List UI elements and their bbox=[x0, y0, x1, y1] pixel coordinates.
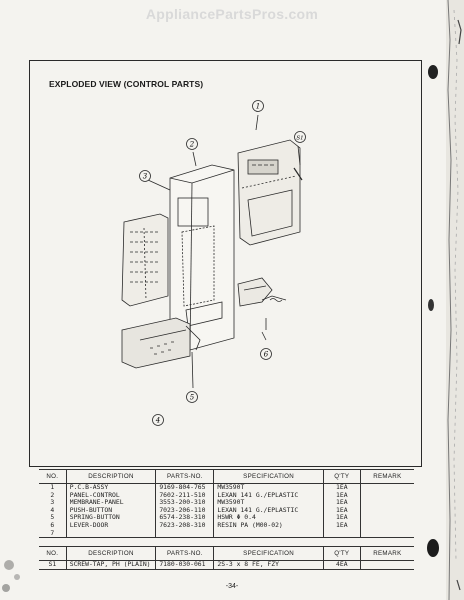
exploded-view-diagram bbox=[29, 60, 420, 465]
callout-3-label: 3 bbox=[142, 172, 148, 181]
cell-specification: LEXAN 141 G./EPLASTIC bbox=[214, 507, 324, 515]
cell-qty bbox=[323, 530, 360, 538]
cell-specification: HSWR Φ 0.4 bbox=[214, 514, 324, 522]
table-header-row bbox=[39, 470, 414, 484]
header-description: DESCRIPTION bbox=[66, 470, 156, 484]
screw-parts-table bbox=[39, 546, 414, 570]
cell-no: 5 bbox=[50, 513, 55, 522]
callout-1-label: 1 bbox=[255, 102, 261, 111]
cell-specification bbox=[214, 530, 324, 538]
section-title: EXPLODED VIEW (CONTROL PARTS) bbox=[49, 79, 204, 89]
push-button-part bbox=[122, 318, 200, 368]
cell-parts-no: 3553-200-310 bbox=[156, 499, 214, 507]
cell-remark bbox=[360, 530, 414, 538]
callout-4-label: 4 bbox=[155, 416, 161, 425]
cell-qty: 1EA bbox=[323, 522, 360, 530]
cell-description: MEMBRANE-PANEL bbox=[66, 499, 156, 507]
table-row bbox=[39, 561, 414, 570]
cell-no: 3 bbox=[50, 498, 55, 507]
cell-description: SCREW-TAP, PH (PLAIN) bbox=[66, 561, 156, 570]
pcb-assembly-part bbox=[238, 115, 300, 245]
cell-specification: MW3590T bbox=[214, 484, 324, 492]
header-qty: Q'TY bbox=[323, 470, 360, 484]
cell-description: PANEL-CONTROL bbox=[66, 492, 156, 500]
lever-door-part bbox=[238, 278, 272, 330]
cell-qty: 1EA bbox=[323, 499, 360, 507]
cell-qty: 1EA bbox=[323, 492, 360, 500]
table-row bbox=[39, 530, 414, 538]
cell-specification: LEXAN 141 G./EPLASTIC bbox=[214, 492, 324, 500]
cell-remark bbox=[360, 499, 414, 507]
scan-noise bbox=[14, 574, 20, 580]
cell-parts-no: 9169-804-765 bbox=[156, 484, 214, 492]
callout-s1-label: S1 bbox=[296, 135, 304, 142]
cell-description: P.C.B-ASSY bbox=[66, 484, 156, 492]
header-specification: SPECIFICATION bbox=[214, 547, 324, 561]
callout-2-label: 2 bbox=[189, 140, 195, 149]
cell-qty: 1EA bbox=[323, 514, 360, 522]
header-specification: SPECIFICATION bbox=[214, 470, 324, 484]
cell-qty: 4EA bbox=[323, 561, 360, 570]
cell-parts-no: 7602-211-510 bbox=[156, 492, 214, 500]
cell-no: 2 bbox=[50, 490, 55, 499]
cell-description: SPRING-BUTTON bbox=[66, 514, 156, 522]
callout-6-label: 6 bbox=[263, 350, 269, 359]
cell-remark bbox=[360, 561, 414, 570]
membrane-panel-part bbox=[122, 214, 168, 306]
scan-binding-edge bbox=[424, 0, 464, 600]
cell-qty: 1EA bbox=[323, 507, 360, 515]
cell-specification: MW3590T bbox=[214, 499, 324, 507]
cell-parts-no: 7623-208-310 bbox=[156, 522, 214, 530]
cell-remark bbox=[360, 484, 414, 492]
callout-5-label: 5 bbox=[189, 393, 195, 402]
cell-parts-no: 7180-030-061 bbox=[156, 561, 214, 570]
cell-no: 7 bbox=[39, 530, 66, 538]
table-row bbox=[39, 522, 414, 530]
cell-parts-no: 7023-206-110 bbox=[156, 507, 214, 515]
header-remark: REMARK bbox=[360, 547, 414, 561]
cell-description: PUSH-BUTTON bbox=[66, 507, 156, 515]
page-number: -34- bbox=[225, 583, 239, 590]
header-parts-no: PARTS-NO. bbox=[156, 470, 214, 484]
watermark: AppliancePartsPros.com bbox=[145, 6, 319, 22]
table-header-row bbox=[39, 547, 414, 561]
cell-description: LEVER-DOOR bbox=[66, 522, 156, 530]
scan-noise bbox=[4, 560, 14, 570]
cell-specification: 2S-3 x 8 FE, FZY bbox=[214, 561, 324, 570]
header-qty: Q'TY bbox=[323, 547, 360, 561]
header-no: NO. bbox=[39, 547, 66, 561]
header-parts-no: PARTS-NO. bbox=[156, 547, 214, 561]
header-no: NO. bbox=[39, 470, 66, 484]
cell-specification: RESIN PA (M00-02) bbox=[214, 522, 324, 530]
cell-remark bbox=[360, 492, 414, 500]
cell-qty: 1EA bbox=[323, 484, 360, 492]
cell-remark bbox=[360, 522, 414, 530]
cell-parts-no bbox=[156, 530, 214, 538]
cell-description bbox=[66, 530, 156, 538]
cell-remark bbox=[360, 514, 414, 522]
control-parts-table bbox=[39, 469, 414, 538]
cell-no: S1 bbox=[39, 561, 66, 570]
cell-no: 1 bbox=[50, 483, 55, 491]
cell-no: 6 bbox=[50, 520, 55, 529]
header-remark: REMARK bbox=[360, 470, 414, 484]
header-description: DESCRIPTION bbox=[66, 547, 156, 561]
cell-remark bbox=[360, 507, 414, 515]
cell-parts-no: 6574-238-310 bbox=[156, 514, 214, 522]
cell-no: 4 bbox=[50, 505, 55, 514]
